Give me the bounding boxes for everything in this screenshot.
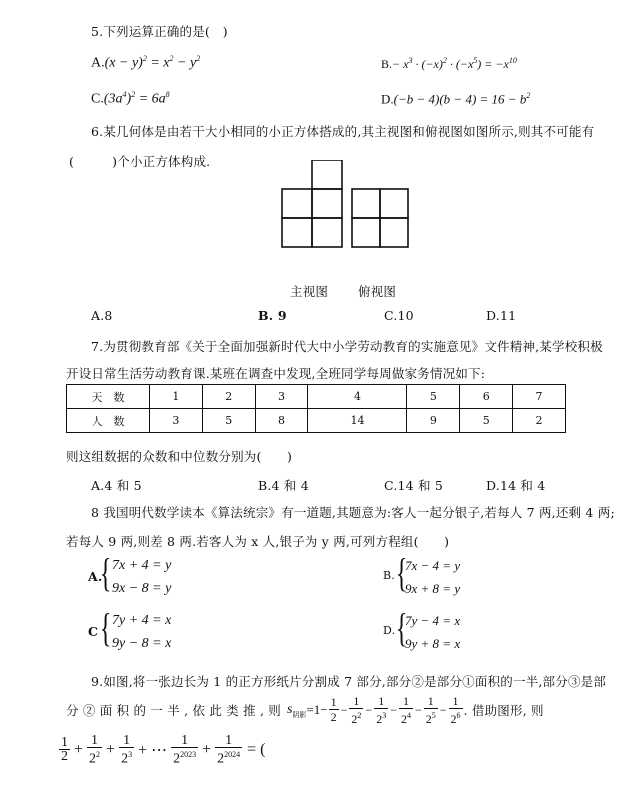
q6-stem-line1: 6.某几何体是由若干大小相同的小正方体搭成的,其主视图和俯视图如图所示,则其不可能有 — [91, 124, 595, 139]
brace-glyph: { — [395, 550, 408, 595]
q9-stem-line1: 9.如图,将一张边长为 1 的正方形纸片分割成 7 部分,部分②是部分①面积的一半,部分③是部 — [91, 674, 607, 689]
fraction: $\frac{1}{2^2}$ — [89, 732, 101, 767]
q5-stem: 5.下列运算正确的是( ) — [91, 24, 228, 39]
table-cell: 1 — [150, 385, 203, 409]
table-row-days — [67, 385, 566, 409]
q6-option-c: C.10 — [384, 308, 414, 323]
q7-option-c: C.14 和 5 — [384, 478, 443, 493]
q6-figures — [280, 160, 410, 260]
fraction: $\frac{1}{2^3}$ — [376, 693, 387, 726]
q7-question: 则这组数据的众数和中位数分别为( ) — [66, 449, 293, 464]
top-view-diagram — [352, 189, 408, 247]
ellipsis: + ⋯ — [138, 742, 168, 759]
q6-option-d: D.11 — [486, 308, 517, 323]
q5-option-a: $A.(x - y)^2 = x^2 - y^2$ — [91, 54, 201, 71]
table-cell: 3 — [255, 385, 308, 409]
operator: + — [106, 741, 116, 758]
operator: − — [414, 702, 422, 717]
q7-data-table — [66, 384, 566, 433]
operator: − — [340, 702, 348, 717]
q7-stem-line1: 7.为贯彻教育部《关于全面加强新时代大中小学劳动教育的实施意见》文件精神,某学校积极 — [91, 339, 603, 354]
table-cell: 2 — [202, 385, 255, 409]
fraction: $\frac{1}{2^{2023}}$ — [173, 732, 197, 767]
q6-stem-line2: ( )个小正方体构成. — [69, 154, 211, 169]
q6-option-a: A.8 — [91, 308, 113, 323]
table-header-days: 天 数 — [67, 385, 150, 409]
fraction: $\frac{1}{2^3}$ — [121, 732, 133, 767]
table-cell: 3 — [150, 409, 203, 433]
q5-option-b: $B.- x^3 \cdot (-x)^2 \cdot (-x^5) = -x^{10}$ — [381, 56, 517, 71]
table-row-people — [67, 409, 566, 433]
table-cell: 5 — [202, 409, 255, 433]
q7-option-a: A.4 和 5 — [91, 478, 142, 493]
fraction: $\frac{1}{2^4}$ — [400, 693, 411, 726]
operator: + — [74, 741, 84, 758]
table-cell: 2 — [513, 409, 566, 433]
table-cell: 8 — [255, 409, 308, 433]
fraction: $\frac{1}{2}$ — [61, 735, 68, 764]
fraction: $\frac{1}{2^{2024}}$ — [217, 732, 241, 767]
fraction: $\frac{1}{2^6}$ — [450, 693, 461, 726]
table-cell: 9 — [407, 409, 460, 433]
fraction: $\frac{1}{2^2}$ — [351, 693, 362, 726]
operator: − — [365, 702, 373, 717]
operator: − — [439, 702, 447, 717]
q7-stem-line2: 开设日常生活劳动教育课.某班在调查中发现,全班同学每周做家务情况如下: — [66, 366, 486, 381]
q9-stem-line2: 分 ② 面 积 的 一 半 , 依 此 类 推 , 则 s 阴影 =1− $\frac{1}{2}$ − $\frac{1}{2^2}$ − $\frac{1}{2^3}$ − $\frac{1}{2^4}$ − $\frac{1}{2^5}$ − $\frac{1}{2^6}$ . 借助图形, 则 — [66, 693, 544, 726]
operator: + — [202, 741, 212, 758]
q5-option-d: $D.(-b - 4)(b - 4) = 16 - b^2$ — [381, 91, 531, 107]
table-cell: 14 — [308, 409, 407, 433]
q7-option-d: D.14 和 4 — [486, 478, 546, 493]
operator: − — [390, 702, 397, 717]
q5-option-c: $C.(3a^4)^2 = 6a^8$ — [91, 90, 170, 107]
q9-sum-expression: $\frac{1}{2}$ + $\frac{1}{2^2}$ + $\frac{1}{2^3}$ + ⋯ $\frac{1}{2^{2023}}$ + $\frac{1}{2^{2024}}$ = ( — [58, 728, 265, 772]
caption-front-view: 主视图 — [290, 284, 329, 299]
brace-glyph: { — [99, 605, 112, 650]
table-cell: 4 — [308, 385, 407, 409]
table-header-people: 人 数 — [67, 409, 150, 433]
sum-series — [58, 734, 243, 767]
table-cell: 6 — [460, 385, 513, 409]
brace-glyph: { — [99, 550, 112, 595]
shaded-area-series — [328, 695, 464, 726]
caption-top-view: 俯视图 — [358, 284, 397, 299]
table-cell: 5 — [460, 409, 513, 433]
table-cell: 5 — [407, 385, 460, 409]
q7-option-b: B.4 和 4 — [258, 478, 309, 493]
table-cell: 7 — [513, 385, 566, 409]
q8-stem-line1: 8 我国明代数学读本《算法统宗》有一道题,其题意为:客人一起分银子,若每人 7 两,还剩 4 两; — [91, 505, 615, 520]
q6-option-b: B. 9 — [258, 308, 287, 323]
front-view-diagram — [282, 160, 342, 247]
fraction: $\frac{1}{2}$ — [330, 695, 337, 724]
fraction: $\frac{1}{2^5}$ — [425, 693, 436, 726]
brace-glyph: { — [395, 605, 408, 650]
q8-stem-line2: 若每人 9 两,则差 8 两.若客人为 x 人,银子为 y 两,可列方程组( ) — [66, 534, 450, 549]
